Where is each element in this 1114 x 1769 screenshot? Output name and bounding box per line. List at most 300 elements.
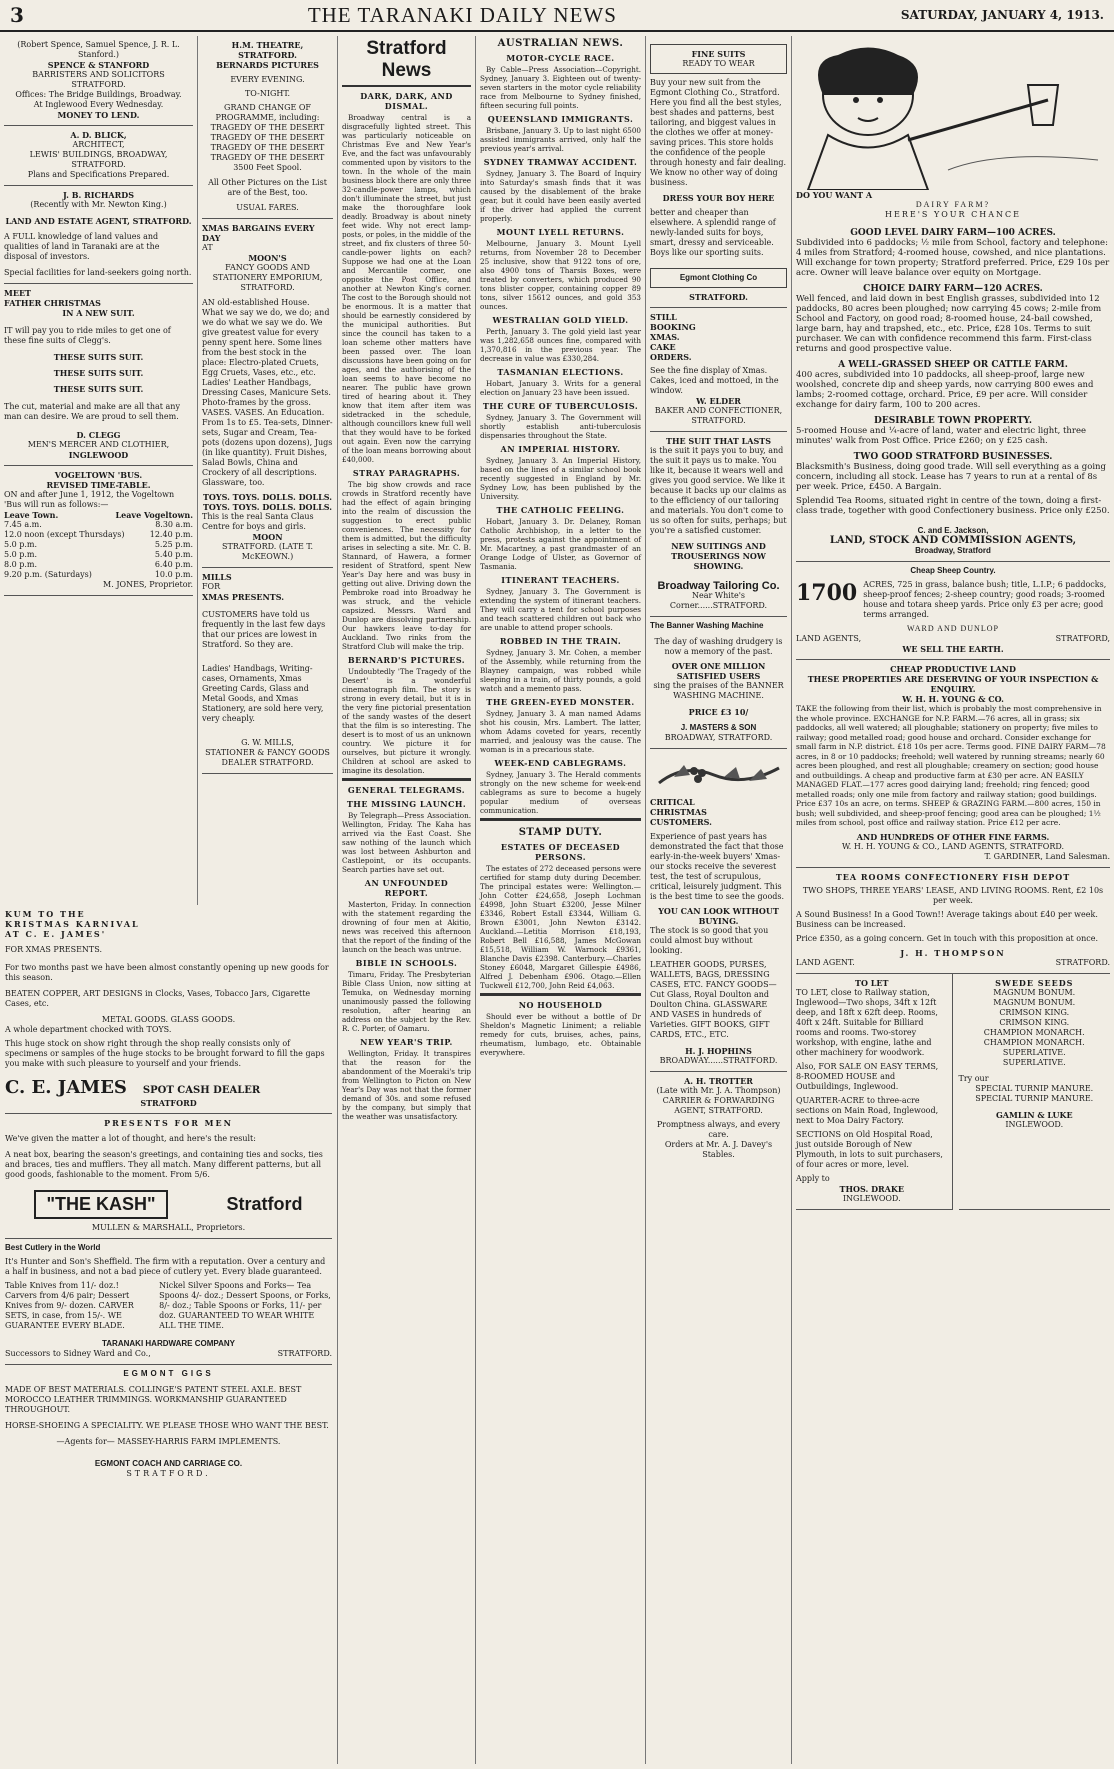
- ad-text: (Recently with Mr. Newton King.): [30, 200, 167, 209]
- ad-gamlin-luke: [959, 974, 1111, 1210]
- story-headline: DARK, DARK, AND DISMAL.: [360, 91, 453, 111]
- timetable-town-time: 5.0 p.m.: [4, 540, 38, 549]
- story-headline: ESTATES OF DECEASED PERSONS.: [500, 842, 621, 862]
- news-story: [342, 785, 471, 874]
- story-body: Sydney, January 3. Mr. Cohen, a member of the Assembly, while returning from the Blayney campaign, was robbed while sleeping in a train, of thirty pounds, a gold watch and a memento pass.: [480, 648, 641, 693]
- story-headline: BIBLE IN SCHOOLS.: [355, 958, 458, 968]
- acreage-number: 1700: [796, 580, 858, 606]
- ad-text: The day of washing drudgery is now a memory of the past.: [654, 637, 783, 656]
- ad-heading: SPENCE & STANFORD: [47, 60, 150, 70]
- story-body: Hobart, January 3. Dr. Delaney, Roman Catholic Archbishop, in a letter to the press, protests against the appointment of Mr. Macartney, a past grandmaster of an Orange Lodge of Ulster, as Governor of Tasmania.: [480, 517, 641, 571]
- ad-text: AN old-established House. What we say we do, we do; and we do what we say we do. We give greatest value for every penny spent here. Some lines from the best stock in the place: Electro-plated Cruets, Egg Cruets, Vases, etc., etc. Ladies' Leather Handbags, Dressing Cases, Manicure Sets. Photo-frames by the gross. VASES. VASES. An Education. From 1s to £5. Tea-sets, Dinner-sets, Sugar and Cream, Tea-pots (dozens upon dozens), Jugs (in like quantity). Fruit Dishes, Salad Bowls, China and Crockery of all descriptions. Glassware, too.: [202, 298, 333, 487]
- column-land-agents: [792, 36, 1114, 1764]
- story-body: The estates of 272 deceased persons were certified for stamp duty during December. The principal estates were: Wellington.—John Cotter £24,658, Joseph Lochman £4998, John Stuart £3200, Jesse Milner £3346, Robert Estall £3344, William G. Brown £3001, John Newton £3142. Auckland.—Letitia Morrison £18,193, Robert Bell £16,588, James McGowan £15,518, William W. Warnock £9361, Blanche Davis £2398. Canterbury.—Charles Stoney £6048, Margaret Gillespie £4986, Alfred J. Debenham £906. Otago.—Ellen Tuckwell £12,700, John Reid £4,063.: [480, 864, 641, 990]
- seed-item: SUPERLATIVE.: [1002, 1047, 1066, 1057]
- ad-text: A Sound Business! In a Good Town!! Average takings about £40 per week. Business can be increased.: [796, 909, 1098, 929]
- ad-text: LAND AGENTS,: [796, 634, 862, 643]
- column-australian-news: [476, 36, 646, 1764]
- ad-text: The stock is so good that you could almost buy without looking.: [650, 926, 769, 955]
- story-body: Brisbane, January 3. Up to last night 6500 assisted immigrants arrived, only half the previous year's arrival.: [480, 126, 641, 153]
- ad-heading: Egmont Clothing Co: [679, 273, 758, 282]
- ad-heading: EGMONT GIGS: [123, 1369, 214, 1378]
- timetable-rows: [4, 520, 193, 580]
- ad-banner-washing-machine: [650, 617, 787, 749]
- ad-text: Well fenced, and laid down in best English grasses, subdivided into 12 paddocks, 80 acres been ploughed; now carrying 45 cows; 2-mile from School and Factory, on good road; 8-roomed house, 24-bail cowshed, large barn, hay and trapshed, etc., etc. Price, £28 10s. Terms to suit purchaser. We can with confidence recommend this farm. First-class returns and good prospective value.: [796, 294, 1102, 354]
- ad-text: CUSTOMERS have told us frequently in the last few days that our prices are lowest in Stratford. So they are.: [202, 610, 326, 649]
- ad-body: [796, 580, 1110, 620]
- news-story: [480, 367, 641, 397]
- story-headline: BERNARD'S PICTURES.: [347, 655, 466, 665]
- ad-text: SECTIONS on Old Hospital Road, just outside Borough of New Plymouth, in lots to suit purchasers, of four acres or more, level.: [796, 1129, 943, 1169]
- ad-heading: THOS. DRAKE: [839, 1183, 904, 1194]
- ad-elder: [650, 308, 787, 432]
- story-body: Timaru, Friday. The Presbyterian Bible Class Union, now sitting at Temuka, on Wednesday morning unanimously passed the following resolution, after hearing an address on the subject by the Rev. R. C. Porter, of Oamaru.: [342, 970, 471, 1033]
- ad-egmont-gigs: [5, 1365, 332, 1484]
- story-body: Sydney, January 3. The Government is extending the system of itinerant teachers. They will carry a tent for school purposes and teach scattered children out back who are unable to attend proper schools.: [480, 587, 641, 632]
- story-headline: AN IMPERIAL HISTORY.: [500, 444, 621, 454]
- price-columns: [5, 1281, 332, 1331]
- news-story: [480, 697, 641, 754]
- ad-theatre: [202, 36, 333, 219]
- ad-heading: MEET: [4, 288, 32, 298]
- ad-heading: "THE KASH": [34, 1190, 167, 1219]
- ad-text: Near White's Corner......STRATFORD.: [669, 591, 768, 610]
- timetable-header: [4, 510, 193, 520]
- ad-heading: CHEAP PRODUCTIVE LAND: [890, 664, 1016, 674]
- ad-text: GRAND CHANGE OF PROGRAMME, including:: [215, 103, 320, 122]
- ad-text: 3500 Feet Spool.: [233, 163, 302, 172]
- ad-vogeltown-bus: [4, 466, 193, 596]
- timetable-vogeltown-time: 8.30 a.m.: [155, 520, 193, 529]
- ad-heading: TEA ROOMS CONFECTIONERY FISH DEPOT: [835, 871, 1071, 882]
- story-subheadline: THE MISSING LAUNCH.: [346, 799, 467, 809]
- story-body: Sydney, January 3. The Board of Inquiry into Saturday's smash finds that it was caused by the disablement of the brake gear, but it could have been easily averted if the driver had applied the current properly.: [480, 169, 641, 223]
- seed-item: CRIMSON KING.: [999, 1007, 1070, 1017]
- ad-heading: MOON'S: [248, 253, 287, 263]
- timetable-town-time: 5.0 p.m.: [4, 550, 38, 559]
- ad-drake: [796, 974, 953, 1210]
- ad-text: We've given the matter a lot of thought, and here's the result:: [5, 1134, 256, 1143]
- ad-heading: Broadway Tailoring Co.: [657, 580, 780, 592]
- ad-text: CRITICAL: [650, 797, 695, 807]
- ad-text: CARRIER & FORWARDING AGENT, STRATFORD.: [662, 1096, 775, 1115]
- section-heading: AUSTRALIAN NEWS.: [497, 38, 624, 49]
- ad-heading: DO YOU WANT A: [796, 190, 873, 200]
- ad-text: STILL: [650, 312, 677, 322]
- ad-row: [5, 1349, 332, 1359]
- ad-heading: GAMLIN & LUKE: [995, 1109, 1073, 1120]
- story-headline: GENERAL TELEGRAMS.: [347, 785, 466, 795]
- story-body: By Cable—Press Association—Copyright. Sydney, January 3. Eighteen out of twenty-seven starters in the motor cycle reliability race from Melbourne to Sydney finished, fifteen securing full points.: [480, 65, 641, 110]
- news-story: [480, 575, 641, 632]
- column-shops-right: [646, 36, 792, 1764]
- ad-text: STRATFORD.: [689, 292, 748, 302]
- ad-text: Also, FOR SALE ON EASY TERMS, 8-ROOMED HOUSE and Outbuildings, Inglewood.: [796, 1061, 939, 1091]
- ad-text: NEW SUITINGS AND TROUSERINGS NOW SHOWING.: [671, 541, 766, 571]
- ad-text: CAKE: [650, 342, 676, 352]
- timetable-row: [4, 530, 193, 540]
- ad-heading: J. MASTERS & SON: [680, 723, 757, 732]
- ad-mills: [202, 568, 333, 774]
- ad-heading: MILLS: [202, 572, 232, 582]
- ad-text: BAKER AND CONFECTIONER, STRATFORD.: [654, 406, 783, 425]
- story-body: Undoubtedly 'The Tragedy of the Desert' is a wonderful cinematograph film. The story is strong in every detail, but it is in the very fine pictorial presentation of the sandy wastes of the desert that the film is so interesting. The desert is to most of us an unknown country. We picture it for ourselves, but picture it wrongly. Children at school are asked to imagine its desolation.: [342, 667, 471, 775]
- timetable-town-time: 8.0 p.m.: [4, 560, 38, 569]
- ad-text: This is the real Santa Claus Centre for boys and girls.: [202, 512, 314, 531]
- timetable-vogeltown-time: 5.40 p.m.: [154, 550, 193, 559]
- ad-text: FOR XMAS PRESENTS.: [5, 945, 103, 954]
- ad-row-bottom: [796, 974, 1110, 1210]
- ad-text: HORSE-SHOEING A SPECIALITY. WE PLEASE THOSE WHO WANT THE BEST.: [5, 1421, 329, 1430]
- ad-text: W. H. H. YOUNG & CO., LAND AGENTS, STRATFORD.: [841, 841, 1065, 851]
- ad-taranaki-hardware: [5, 1239, 332, 1365]
- section-heading: Stratford News: [342, 36, 471, 87]
- ad-text: TRAGEDY OF THE DESERT: [210, 133, 325, 142]
- ad-text: T. GARDINER, Land Salesman.: [984, 851, 1110, 861]
- ad-text: EVERY EVENING.: [230, 75, 305, 84]
- ad-hophins: [650, 749, 787, 1072]
- ad-text: Offices: The Bridge Buildings, Broadway.: [15, 90, 182, 99]
- ad-text: STRATFORD: [140, 1098, 197, 1108]
- newspaper-title: THE TARANAKI DAILY NEWS: [307, 2, 617, 27]
- ad-heading: BERNARDS PICTURES: [216, 60, 319, 70]
- ad-text: Stratford: [226, 1194, 303, 1214]
- ad-ward-dunlop: [796, 562, 1110, 660]
- ad-heading: TO LET: [855, 977, 889, 988]
- illustration-woman-with-pail: [796, 40, 1110, 190]
- ad-text: Broadway, Stratford: [915, 546, 991, 555]
- ad-heading: WARD AND DUNLOP: [907, 624, 999, 633]
- ad-text: CHOICE DAIRY FARM—120 ACRES.: [863, 284, 1043, 294]
- holly-illustration-icon: [654, 753, 784, 793]
- seed-item: CHAMPION MONARCH.: [983, 1037, 1085, 1047]
- section-heading: STAMP DUTY.: [518, 827, 603, 838]
- ad-text: LEWIS' BUILDINGS, BROADWAY, STRATFORD.: [29, 150, 168, 169]
- story-body: Sydney, January 3. A man named Adams shot his cousin, Mrs. Lambert. The latter, whom Adams coveted for years, recently married, and jealousy was the cause. The woman is in a precarious state.: [480, 709, 641, 754]
- ad-text: Experience of past years has demonstrated the fact that those early-in-the-week buyers' Xmas-our stocks receive the severest test, the test of scrupulous, critical, leisurely judgment. This is the best time to see the goods.: [650, 832, 785, 901]
- ad-text: Ladies' Handbags, Writing-cases, Ornaments, Xmas Greeting Cards, Glass and Metal Goods, and Xmas Stationery, are sold here very, very cheaply.: [202, 664, 324, 723]
- ad-text: TRAGEDY OF THE DESERT: [210, 143, 325, 152]
- ad-text: G. W. MILLS,: [241, 738, 294, 747]
- ad-text: Subdivided into 6 paddocks; ½ mile from School, factory and telephone: 4 miles from Stratford; 4-roomed house, cowshed, and nice plantations. Will exchange for town property; Stratford preferred. Price, £29 10s per acre. Owner will leave balance over equity on Mortgage.: [796, 238, 1110, 278]
- ad-heading: AT C. E. JAMES': [5, 929, 107, 939]
- story-headline: THE CURE OF TUBERCULOSIS.: [482, 401, 639, 411]
- ad-fine-suits: [650, 36, 787, 308]
- ad-text: QUARTER-ACRE to three-acre sections on Main Road, Inglewood, next to Moa Dairy Factory.: [796, 1095, 939, 1125]
- ad-text: A neat box, bearing the season's greetings, and containing ties and socks, ties and braces, ties and mufflers. They all match. Many different patterns, but all good goods, fashionable to the moment. From 5/6.: [5, 1150, 323, 1179]
- ad-text: TO-NIGHT.: [244, 89, 291, 98]
- story-headline: QUEENSLAND IMMIGRANTS.: [487, 114, 634, 124]
- seed-list: [959, 988, 1111, 1068]
- ad-text: CHRISTMAS: [650, 807, 707, 817]
- story-body: By Telegraph—Press Association. Wellington, Friday. The Kaha has arrived via the East Coast. She saw nothing of the launch which was lost between Ashburton and Castlepoint, or its occupants. Search parties have set out.: [342, 811, 471, 874]
- ad-text: SPOT CASH DEALER: [142, 1085, 261, 1096]
- seed-item: MAGNUM BONUM.: [993, 987, 1076, 997]
- news-story: [342, 655, 471, 775]
- ad-text: THESE SUITS SUIT.: [53, 352, 144, 362]
- news-story: [342, 1037, 471, 1121]
- ad-ce-james: [5, 905, 332, 1114]
- ad-text: BROADWAY......STRATFORD.: [659, 1056, 778, 1065]
- timetable-row: [4, 560, 193, 570]
- ad-text: GOOD LEVEL DAIRY FARM—100 ACRES.: [850, 228, 1056, 238]
- story-body: Masterton, Friday. In connection with the statement regarding the drowning of four men at Akitio, news was received this afternoon that the report of the finding of the launch on the beach was untrue.: [342, 900, 471, 954]
- story-body: Melbourne, January 3. Mount Lyell returns, from November 28 to December 25 inclusive, show that 9122 tons of ore, also 4900 tons of Tharsis Boxes, were treated by converters, which produced 90 tons blister copper, containing copper 89 tons, silver 15612 ounces, and gold 353 ounces.: [480, 239, 641, 311]
- ad-text: This huge stock on show right through the shop really consists only of specimens or samples of the huge stocks to be brought forward to fill the gaps you make with such pleasure to yourself and your friends.: [5, 1039, 325, 1068]
- ad-heading: PRESENTS FOR MEN: [104, 1118, 233, 1128]
- ad-text: A whole department chocked with TOYS.: [5, 1025, 172, 1034]
- ad-text: M. JONES, Proprietor.: [103, 580, 193, 589]
- ad-suit-that-lasts: [650, 432, 787, 617]
- ad-text: Special facilities for land-seekers going north.: [4, 268, 192, 277]
- ad-text: IT will pay you to ride miles to get one of these fine suits of Clegg's.: [4, 326, 171, 345]
- ad-heading: THE SUIT THAT LASTS: [666, 436, 771, 446]
- ad-heading: KRISTMAS KARNIVAL: [5, 919, 140, 929]
- ad-heading: W. H. H. YOUNG & CO.: [902, 694, 1004, 704]
- ad-heading: XMAS BARGAINS EVERY DAY: [202, 223, 315, 243]
- ad-text: SPECIAL TURNIP MANURE.: [975, 1083, 1094, 1093]
- story-headline: THE GREEN-EYED MONSTER.: [486, 697, 635, 707]
- ad-text: ARCHITECT,: [72, 140, 125, 149]
- ad-text: THESE SUITS SUIT.: [53, 384, 144, 394]
- ad-frame: [650, 44, 787, 74]
- ad-text: WE SELL THE EARTH.: [902, 644, 1004, 654]
- ad-text: OVER ONE MILLION SATISFIED USERS: [671, 661, 766, 681]
- story-headline: AN UNFOUNDED REPORT.: [364, 878, 449, 898]
- ad-row: [796, 634, 1110, 644]
- ad-heading: J. B. RICHARDS: [63, 190, 134, 200]
- ad-clegg: [4, 284, 193, 466]
- ad-text: All Other Pictures on the List are of the Best, too.: [208, 178, 327, 197]
- ad-heading: W. ELDER: [696, 396, 741, 406]
- ad-text: TWO GOOD STRATFORD BUSINESSES.: [853, 452, 1053, 462]
- ad-trotter: [650, 1072, 787, 1165]
- ad-young-co: [796, 660, 1110, 868]
- ad-text: is the suit it pays you to buy, and the suit it pays us to make. You like it, because it wears well and gives you good service. We like it because it backs up our claims as to the efficiency of our tailoring and materials. You don't come to us so often for suits, perhaps; but you're a satisfied customer.: [650, 446, 787, 535]
- dairy-maid-illustration-icon: [796, 40, 1110, 190]
- ad-text: Price £350, as a going concern. Get in touch with this proposition at once.: [796, 933, 1099, 943]
- ad-heading: XMAS PRESENTS.: [202, 592, 285, 602]
- ad-text: DESIRABLE TOWN PROPERTY.: [874, 416, 1032, 426]
- story-body: Sydney, January 3. An Imperial History, based on the lines of a similar school book recently suggested in England by Mr. Sydney Low, has been published by the University.: [480, 456, 641, 501]
- ad-heading: VOGELTOWN 'BUS.: [54, 470, 143, 480]
- ad-heading: The Banner Washing Machine: [650, 621, 764, 630]
- timetable-town-time: 12.0 noon (except Thursdays): [4, 530, 125, 539]
- news-story: [480, 758, 641, 815]
- ad-text: Buy your new suit from the Egmont Clothing Co., Stratford. Here you find all the best styles, best shades and patterns, best tailoring, and biggest values in the clothes we offer at money-saving prices. This store holds the confidence of the people through honesty and fair dealing. We know no other way of doing business.: [650, 78, 787, 187]
- story-headline: NEW YEAR'S TRIP.: [360, 1037, 453, 1047]
- timetable-col-vogeltown: Leave Vogeltown.: [115, 510, 193, 520]
- ad-text: ORDERS.: [650, 352, 692, 362]
- ad-text: BROADWAY, STRATFORD.: [664, 733, 773, 742]
- page-number: 3: [10, 3, 24, 27]
- ad-text: SPECIAL TURNIP MANURE.: [975, 1093, 1094, 1103]
- ad-heading: J. H. THOMPSON: [900, 947, 1006, 958]
- news-story: [342, 958, 471, 1033]
- ad-blick: [4, 126, 193, 186]
- ad-text: METAL GOODS. GLASS GOODS.: [101, 1015, 236, 1024]
- timetable-town-time: 7.45 a.m.: [4, 520, 42, 529]
- ad-text: MADE OF BEST MATERIALS. COLLINGE'S PATENT STEEL AXLE. BEST MOROCCO LEATHER TRIMMINGS. WORKMANSHIP GUARANTEED THROUGHOUT.: [5, 1385, 302, 1414]
- timetable-col-town: Leave Town.: [4, 510, 59, 520]
- seed-item: SUPERLATIVE.: [1002, 1057, 1066, 1067]
- ad-text: BOOKING: [650, 322, 696, 332]
- ad-text: TO LET, close to Railway station, Inglewood—Two shops, 34ft x 12ft deep, and 18ft x 62ft deep. Rooms, 40ft x 24ft. Suitable for Billiard rooms and rooms. Two-storey workshop, with engine, lathe and other machinery for woodwork.: [796, 987, 938, 1057]
- ad-heading: HERE'S YOUR CHANCE: [885, 210, 1021, 219]
- ad-text: INGLEWOOD: [68, 450, 129, 460]
- ad-text: MULLEN & MARSHALL, Proprietors.: [91, 1223, 246, 1232]
- ad-text: H.M. THEATRE, STRATFORD.: [231, 40, 304, 60]
- story-body: The big show crowds and race crowds in Stratford recently have had the effect of again bringing into the realm of discussion the suggestion to erect public conveniences. The necessity for them is admitted, but the difficulty arises in selecting a site. Mr. C. B. Stannard, of Hawera, a former resident of Stratford, spent New Year's Day here and was busy in getting out alive. Driving down the Pembroke road into Broadway he was struck, and the vehicle capsized. Messrs. Ward and Dunlop are dissolving partnership. Our hawkers leave to-day for Auckland. Two rinks from the Stratford Club will make the trip.: [342, 480, 471, 651]
- story-body: Should ever be without a bottle of Dr Sheldon's Magnetic Liniment; a reliable remedy for cuts, bruises, aches, pains, rheumatism, lumbago, etc. Obtainable everywhere.: [480, 1012, 641, 1057]
- ad-text: USUAL FARES.: [236, 203, 299, 212]
- ad-text: STRATFORD.: [277, 1349, 332, 1358]
- ad-heading: DAIRY FARM?: [915, 200, 991, 209]
- timetable-row: [4, 540, 193, 550]
- ad-text: For two months past we have been almost constantly opening up new goods for this season.: [5, 963, 329, 982]
- story-headline: TASMANIAN ELECTIONS.: [497, 367, 624, 377]
- ad-heading: SWEDE SEEDS: [995, 977, 1074, 988]
- ad-text: INGLEWOOD.: [842, 1193, 901, 1203]
- ad-text: TRAGEDY OF THE DESERT: [210, 153, 325, 162]
- ad-text: Promptness always, and every care.: [656, 1120, 781, 1139]
- ad-text: Apply to: [796, 1173, 830, 1183]
- ad-text: A FULL knowledge of land values and qualities of land in Taranaki are at the disposal of investors.: [4, 232, 160, 261]
- seed-item: CHAMPION MONARCH.: [983, 1027, 1085, 1037]
- story-headline: THE CATHOLIC FEELING.: [496, 505, 625, 515]
- news-story: [342, 878, 471, 954]
- ad-heading: TARANAKI HARDWARE COMPANY: [101, 1339, 236, 1348]
- news-story: [480, 315, 641, 363]
- story-body: Hobart, January 3. Writs for a general election on January 23 have been issued.: [480, 379, 641, 397]
- news-story: [480, 157, 641, 223]
- ad-text: The cut, material and make are all that any man can desire. We are proud to sell them.: [4, 402, 180, 421]
- ad-text: TRAGEDY OF THE DESERT: [210, 123, 325, 132]
- ad-text: THESE PROPERTIES ARE DESERVING OF YOUR INSPECTION & ENQUIRY.: [807, 674, 1099, 694]
- ad-row: [796, 958, 1110, 968]
- ad-text: TOYS. TOYS. DOLLS. DOLLS.: [202, 502, 333, 512]
- timetable-vogeltown-time: 12.40 p.m.: [149, 530, 193, 539]
- ad-text: LEATHER GOODS, PURSES, WALLETS, BAGS, DRESSING CASES, ETC. FANCY GOODS—Cut Glass, Royal Doulton and Doulton China. GLASSWARE AND VASES in hundreds of Varieties. GIFT BOOKS, GIFT CARDS, ETC., ETC.: [650, 960, 777, 1039]
- ad-heading: C. and E. Jackson,: [917, 526, 989, 535]
- wide-ads-block: [0, 905, 338, 1764]
- story-body: Perth, January 3. The gold yield last year was 1,282,658 ounces fine, compared with 1,370,816 in the previous year. The decrease in value was £330,284.: [480, 327, 641, 363]
- news-story: [342, 468, 471, 651]
- ad-text: LAND AND ESTATE AGENT, STRATFORD.: [5, 216, 192, 226]
- ad-heading: Best Cutlery in the World: [5, 1243, 101, 1252]
- story-headline: WESTRALIAN GOLD YIELD.: [492, 315, 629, 325]
- ad-text: CUSTOMERS.: [650, 817, 712, 827]
- news-story: [480, 401, 641, 440]
- news-story: [480, 505, 641, 571]
- timetable-row: [4, 550, 193, 560]
- news-story: [480, 227, 641, 311]
- ad-text: It's Hunter and Son's Sheffield. The firm with a reputation. Over a century and a half in business, and not a bad piece of cutlery yet. Every blade guaranteed.: [5, 1257, 326, 1276]
- ad-the-kash: [5, 1114, 332, 1239]
- ad-text: LAND, STOCK AND COMMISSION AGENTS,: [829, 535, 1077, 546]
- ad-richards: [4, 186, 193, 284]
- news-story: [480, 444, 641, 501]
- story-headline: MOTOR-CYCLE RACE.: [506, 53, 615, 63]
- ad-heading: Cheap Sheep Country.: [910, 566, 996, 575]
- ad-text: TWO SHOPS, THREE YEARS' LEASE, AND LIVING ROOMS. Rent, £2 10s per week.: [802, 885, 1104, 905]
- ad-text: BEATEN COPPER, ART DESIGNS in Clocks, Vases, Tobacco Jars, Cigarette Cases, etc.: [5, 989, 311, 1008]
- ad-text: MEN'S MERCER AND CLOTHIER,: [27, 440, 170, 449]
- timetable-vogeltown-time: 6.40 p.m.: [154, 560, 193, 569]
- story-headline: NO HOUSEHOLD: [518, 1000, 603, 1010]
- ad-moons: [202, 219, 333, 568]
- story-headline: MOUNT LYELL RETURNS.: [496, 227, 625, 237]
- ad-text: Try our: [958, 1073, 989, 1083]
- ad-text: —Agents for— MASSEY-HARRIS FARM IMPLEMENTS.: [56, 1437, 281, 1446]
- ad-text: READY TO WEAR: [682, 59, 755, 68]
- timetable-row: [4, 520, 193, 530]
- ad-heading: A. D. BLICK,: [70, 130, 127, 140]
- ad-text: IN A NEW SUIT.: [62, 308, 135, 318]
- ad-text: sing the praises of the BANNER WASHING MACHINE.: [653, 681, 784, 700]
- story-headline: ROBBED IN THE TRAIN.: [499, 636, 622, 646]
- ad-text: TOYS. TOYS. DOLLS. DOLLS.: [202, 492, 333, 502]
- issue-date: SATURDAY, JANUARY 4, 1913.: [900, 8, 1104, 22]
- ad-text: XMAS.: [650, 332, 680, 342]
- ad-text: Nickel Silver Spoons and Forks— Tea Spoons 4/- doz.; Dessert Spoons, or Forks, 8/- doz.; Table Spoons or Forks, 11/- per doz. GUARANTEED TO WEAR WHITE ALL THE TIME.: [159, 1281, 331, 1330]
- news-story: [480, 114, 641, 153]
- story-headline: WEEK-END CABLEGRAMS.: [494, 758, 627, 768]
- timetable-town-time: 9.20 p.m. (Saturdays): [4, 570, 92, 579]
- ad-jackson-dairy-farm: [796, 36, 1110, 562]
- ad-text: FANCY GOODS AND STATIONERY EMPORIUM, STRATFORD.: [212, 263, 323, 292]
- seed-item: MAGNUM BONUM.: [993, 997, 1076, 1007]
- story-headline: ITINERANT TEACHERS.: [501, 575, 620, 585]
- timetable-vogeltown-time: 5.25 p.m.: [154, 540, 193, 549]
- ad-text: Plans and Specifications Prepared.: [27, 170, 170, 179]
- news-story: [480, 636, 641, 693]
- ad-text: AT: [202, 243, 213, 252]
- ad-text: AND HUNDREDS OF OTHER FINE FARMS.: [856, 831, 1050, 842]
- ad-text: LAND AGENT.: [796, 957, 855, 967]
- ad-heading: FINE SUITS: [691, 49, 746, 59]
- ad-thompson-tea-rooms: [796, 868, 1110, 974]
- ad-text: 5-roomed House and ¼-acre of land, water and electric light, three minutes' walk from Post Office. Price £260; on y £25 cash.: [796, 426, 1087, 446]
- ad-text: Orders at Mr. A. J. Davey's Stables.: [664, 1140, 773, 1159]
- ad-text: (Late with Mr. J. A. Thompson): [656, 1086, 781, 1095]
- ad-heading: C. E. JAMES: [5, 1077, 127, 1098]
- news-story: [480, 842, 641, 990]
- column-stratford-news: [338, 36, 476, 1764]
- ad-frame: [650, 268, 787, 288]
- ad-text: Successors to Sidney Ward and Co.,: [5, 1349, 151, 1358]
- ad-text: At Inglewood Every Wednesday.: [33, 100, 164, 109]
- story-body: Sydney, January 3. The Government will shortly establish anti-tuberculosis dispensaries throughout the State.: [480, 413, 641, 440]
- ad-text: Table Knives from 11/- doz.! Carvers from 4/6 pair; Dessert Knives from 9/- dozen. CARVER SETS, in case, from 15/-. WE GUARANTEE EVERY BLADE.: [5, 1281, 134, 1330]
- story-body: Sydney, January 3. The Herald comments strongly on the new scheme for week-end cablegrams as sure to become a hugely popular medium of overseas communication.: [480, 770, 641, 815]
- news-story: [480, 53, 641, 110]
- masthead: [0, 0, 1114, 32]
- timetable-vogeltown-time: 10.0 p.m.: [154, 570, 193, 579]
- news-story: [480, 1000, 641, 1057]
- ad-text: ON and after June 1, 1912, the Vogeltown 'Bus will run as follows:—: [4, 490, 175, 509]
- ad-text: MONEY TO LEND.: [57, 110, 140, 120]
- ad-text: STRATFORD.: [126, 1469, 211, 1478]
- story-headline: STRAY PARAGRAPHS.: [352, 468, 461, 478]
- ad-text: INGLEWOOD.: [1005, 1119, 1064, 1129]
- ad-text: better and cheaper than elsewhere. A splendid range of newly-landed suits for boys, smart, dressy and serviceable. Boys like our sporting suits.: [650, 208, 776, 257]
- ad-text: TAKE the following from their list, which is probably the most comprehensive in the whole province. EXCHANGE for N.P. FARM.—76 acres, all in grass; six paddocks, all well watered; all ploughable; stationery on property; five miles to railway; good metalled road; good house and orchard. Consider exchange for small farm in N.P. district. £18 10s per acre. Terms good. FINE DAIRY FARM—78 acres, in 8 or 10 paddocks; freehold; well watered by running streams; nearly 60 acres been ploughed, and rest all ploughable; creamery on section; good house and outbuildings. A cheap and productive farm at £30 per acre. AN EASILY MANAGED FLAT.—177 acres good dairying land; freehold; ring fenced; good metalled roads; only one mile from factory and railway station; good buildings. Price £37 10s an acre, on terms. SHEEP & GRAZING FARM.—800 acres, 150 in bush; well subdivided, and sheep-proof fencing; good area can be ploughed; 1½ miles from school, post office and railway station. Price £12 per acre.: [796, 704, 1106, 827]
- ad-text: ACRES, 725 in grass, balance bush; title, L.I.P.; 6 paddocks, sheep-proof fences; 2-sheep country; good roads; 3-roomed house and totara sheep yards. Price only £3 per acre; good terms arranged.: [863, 580, 1107, 619]
- ad-text: BARRISTERS AND SOLICITORS STRATFORD.: [32, 70, 165, 89]
- ad-text: FOR: [202, 582, 221, 591]
- seed-item: CRIMSON KING.: [999, 1017, 1070, 1027]
